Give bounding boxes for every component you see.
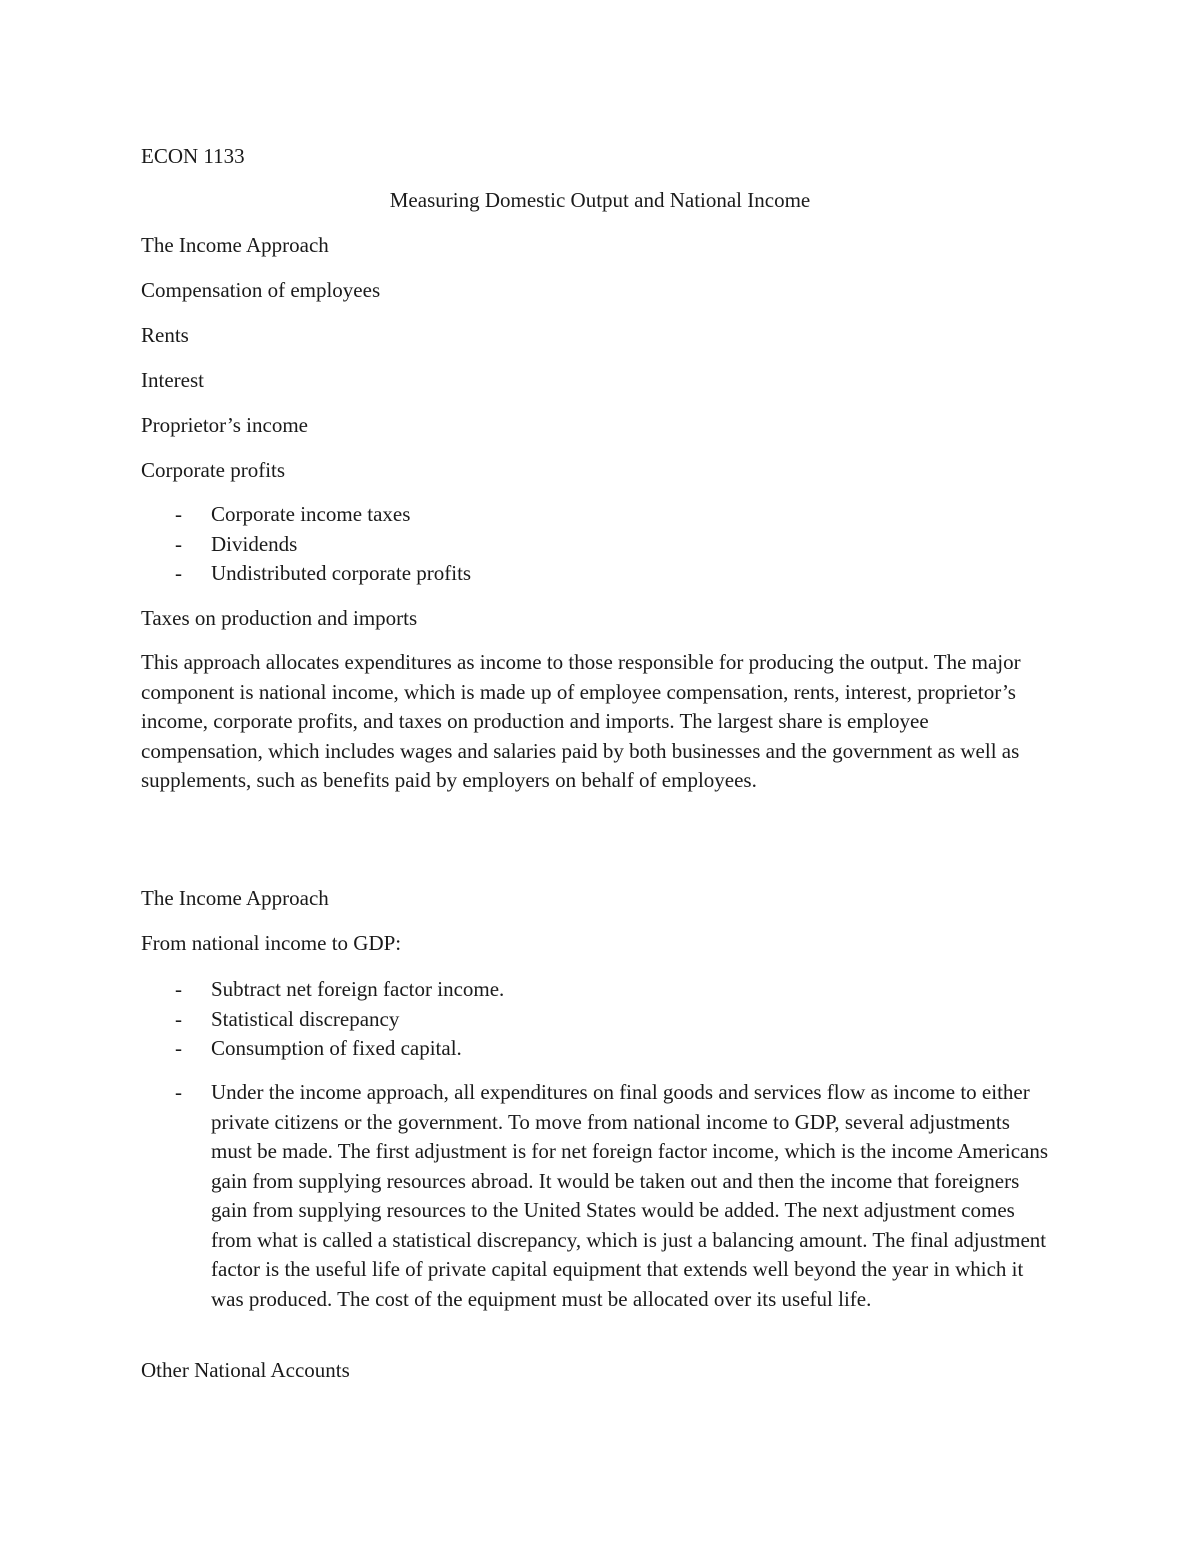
course-code: ECON 1133 [141,144,245,168]
list-item-text: Consumption of fixed capital. [211,1036,462,1060]
list-item-text: Corporate income taxes [211,502,411,526]
list-item-text: Statistical discrepancy [211,1006,400,1031]
dash-marker: - [175,531,182,556]
list-item-text: Undistributed corporate profits [211,561,472,585]
dash-marker: - [175,977,182,1001]
list-item [141,500,1051,530]
list-item-text: Subtract net foreign factor income. [211,977,505,1001]
item-compensation: Compensation of employees [141,278,381,302]
subheading-national-income-to-gdp: From national income to GDP: [141,931,402,955]
list-item [141,1005,1051,1035]
section-heading-income-approach: The Income Approach [141,233,329,257]
list-item [141,559,1051,589]
dash-marker: - [175,561,182,585]
gdp-adjustments-list [141,975,1051,1064]
item-interest: Interest [141,368,204,392]
income-approach-paragraph: This approach allocates expenditures as income to those responsible for producing the output. The major component is national income, which is made up of employee compensation, rents, interest, proprietor’s income, corporate profits, and taxes on production and imports. The largest share is employee compensation, which includes wages and salaries paid by both businesses and the government as well as supplements, such as benefits paid by employers on behalf of employees. [141,650,1021,792]
dash-marker: - [175,1036,182,1060]
corporate-profits-list [141,500,1051,589]
document-title: Measuring Domestic Output and National Income [389,188,811,212]
item-rents: Rents [141,323,189,347]
list-item [141,975,1051,1005]
section-heading-other-national-accounts: Other National Accounts [141,1358,350,1382]
dash-marker: - [175,502,182,526]
list-item-text: Dividends [211,531,298,556]
item-proprietors-income: Proprietor’s income [141,413,308,437]
explanation-list [141,1078,1051,1314]
list-item [141,530,1051,560]
dash-marker: - [175,1006,182,1031]
dash-marker: - [175,1080,182,1104]
item-corporate-profits: Corporate profits [141,458,286,482]
list-item [141,1034,1051,1064]
explanation-text: Under the income approach, all expenditures on final goods and services flow as income to either private citizens or the government. To move from national income to GDP, several adjustments must be made. The first adjustment is for net foreign factor income, which is the income Americans gain from supplying resources abroad. It would be taken out and then the income that foreigners gain from supplying resources to the United States would be added. The next adjustment comes from what is called a statistical discrepancy, which is just a balancing amount. The final adjustment factor is the useful life of private capital equipment that extends well beyond the year in which it was produced. The cost of the equipment must be allocated over its useful life. [211,1080,1049,1311]
item-taxes-production-imports: Taxes on production and imports [141,606,418,630]
list-item [141,1078,1051,1314]
section-heading-income-approach-2: The Income Approach [141,886,329,910]
